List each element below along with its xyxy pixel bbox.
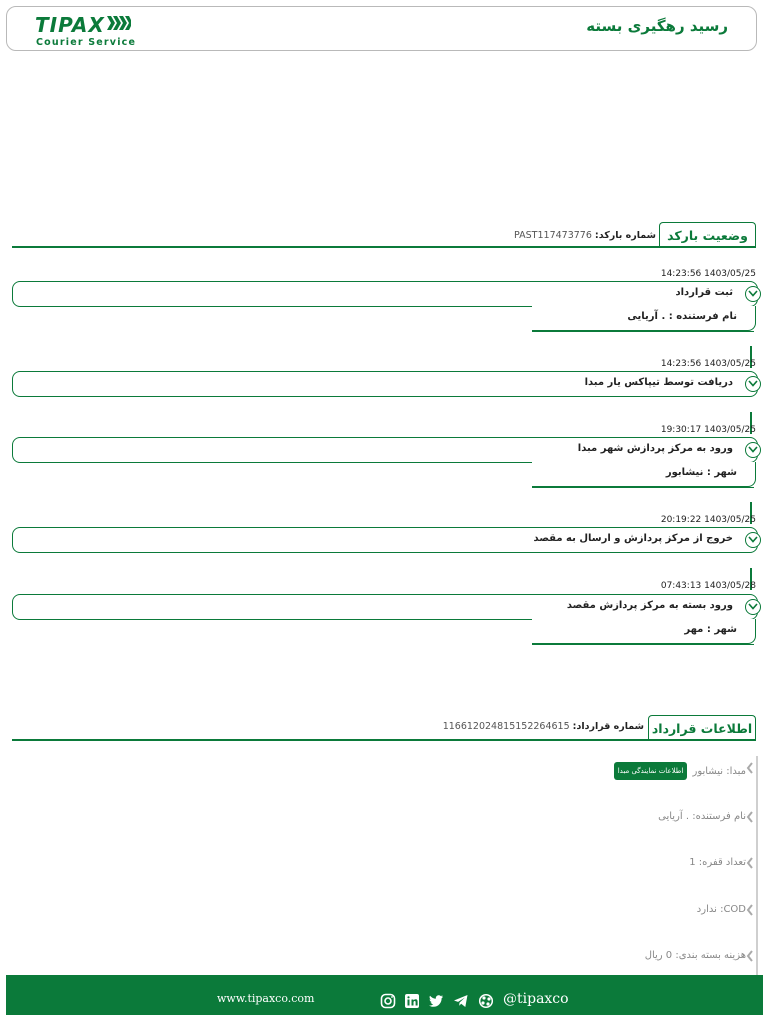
chevron-left-icon [746, 811, 754, 823]
timeline-event[interactable] [12, 371, 758, 397]
page-footer [6, 975, 763, 1015]
divider [532, 487, 754, 488]
timeline-event[interactable] [12, 437, 758, 463]
info-key: تعداد قفره: [698, 857, 746, 868]
instagram-icon[interactable] [380, 993, 396, 1009]
info-key: COD: [720, 904, 746, 915]
telegram-icon[interactable] [453, 993, 469, 1009]
linkedin-icon[interactable] [404, 993, 420, 1009]
divider [532, 331, 754, 332]
barcode-value: PAST117473776 [514, 230, 592, 241]
contract-key: شماره قرارداد: [572, 721, 644, 732]
info-value: 0 ریال [644, 950, 673, 961]
tipax-logo[interactable] [35, 13, 145, 47]
barcode-key: شماره بارکد: [594, 230, 656, 241]
timeline-event[interactable] [12, 281, 758, 307]
divider [532, 644, 754, 645]
timeline-event[interactable] [12, 594, 758, 620]
twitter-icon[interactable] [428, 993, 444, 1009]
info-key: مبدا: [726, 766, 746, 777]
info-row-sender [658, 811, 746, 822]
tab-contract-info[interactable]: اطلاعات قرارداد [648, 715, 756, 740]
info-row-cod [697, 904, 746, 915]
tab-barcode-status[interactable]: وضعیت بارکد [659, 222, 756, 247]
event-timestamp: 20:19:22 1403/05/25 [660, 515, 756, 525]
chevron-left-icon [746, 857, 754, 869]
contract-section-divider [12, 739, 756, 741]
chevron-down-icon[interactable] [745, 286, 761, 302]
timeline-event[interactable] [12, 527, 758, 553]
event-timestamp: 19:30:17 1403/05/25 [660, 425, 756, 435]
barcode-number [514, 230, 656, 241]
event-label: ورود به مرکز پردازش شهر مبدا [577, 443, 733, 454]
chevron-left-icon [746, 762, 754, 774]
origin-agency-info-button[interactable]: اطلاعات نمایندگی مبدا [614, 762, 688, 780]
info-key: هزینه بسته بندی: [675, 950, 746, 961]
logo-wordmark: TIPAX [35, 13, 105, 37]
logo-stripes-icon [105, 16, 131, 30]
info-value: 1 [689, 857, 696, 868]
info-row-packaging-cost [645, 950, 746, 961]
event-detail-text: شهر : مهر [684, 624, 737, 635]
chevron-left-icon [746, 904, 754, 916]
info-value: ندارد [696, 904, 717, 915]
aparat-icon[interactable] [478, 993, 494, 1009]
event-detail [532, 306, 756, 331]
event-timestamp: 07:43:13 1403/05/28 [660, 581, 756, 591]
event-detail-text: شهر : نیشابور [665, 467, 737, 478]
chevron-down-icon[interactable] [745, 376, 761, 392]
chevron-left-icon [746, 950, 754, 962]
barcode-section-divider [12, 246, 756, 248]
website-link[interactable]: www.tipaxco.com [217, 992, 315, 1005]
info-row-count [689, 857, 746, 868]
event-timestamp: 14:23:56 1403/05/25 [660, 269, 756, 279]
chevron-down-icon[interactable] [745, 599, 761, 615]
event-label: خروج از مرکز پردازش و ارسال به مقصد [533, 533, 733, 544]
info-key: نام فرستنده: [692, 811, 746, 822]
chevron-down-icon[interactable] [745, 442, 761, 458]
event-detail-text: نام فرستنده : . آریایی [627, 311, 737, 322]
chevron-down-icon[interactable] [745, 532, 761, 548]
event-label: ثبت قرارداد [675, 287, 733, 298]
info-row-origin [614, 762, 746, 780]
contract-number [443, 721, 644, 732]
contract-value: 116612024815152264615 [442, 721, 570, 732]
logo-tagline: Courier Service [36, 37, 137, 48]
event-label: ورود بسته به مرکز پردازش مقصد [566, 600, 733, 611]
info-value: نیشابور [692, 766, 724, 777]
page-title: رسید رهگیری بسته [586, 17, 728, 35]
event-timestamp: 14:23:56 1403/05/25 [660, 359, 756, 369]
page-header [6, 6, 757, 51]
info-value: . آریایی [658, 811, 690, 822]
info-column-rule [756, 756, 758, 976]
social-handle[interactable]: @tipaxco [503, 991, 569, 1007]
event-detail [532, 619, 756, 644]
event-label: دریافت توسط تیپاکس یار مبدا [584, 377, 733, 388]
event-detail [532, 462, 756, 487]
